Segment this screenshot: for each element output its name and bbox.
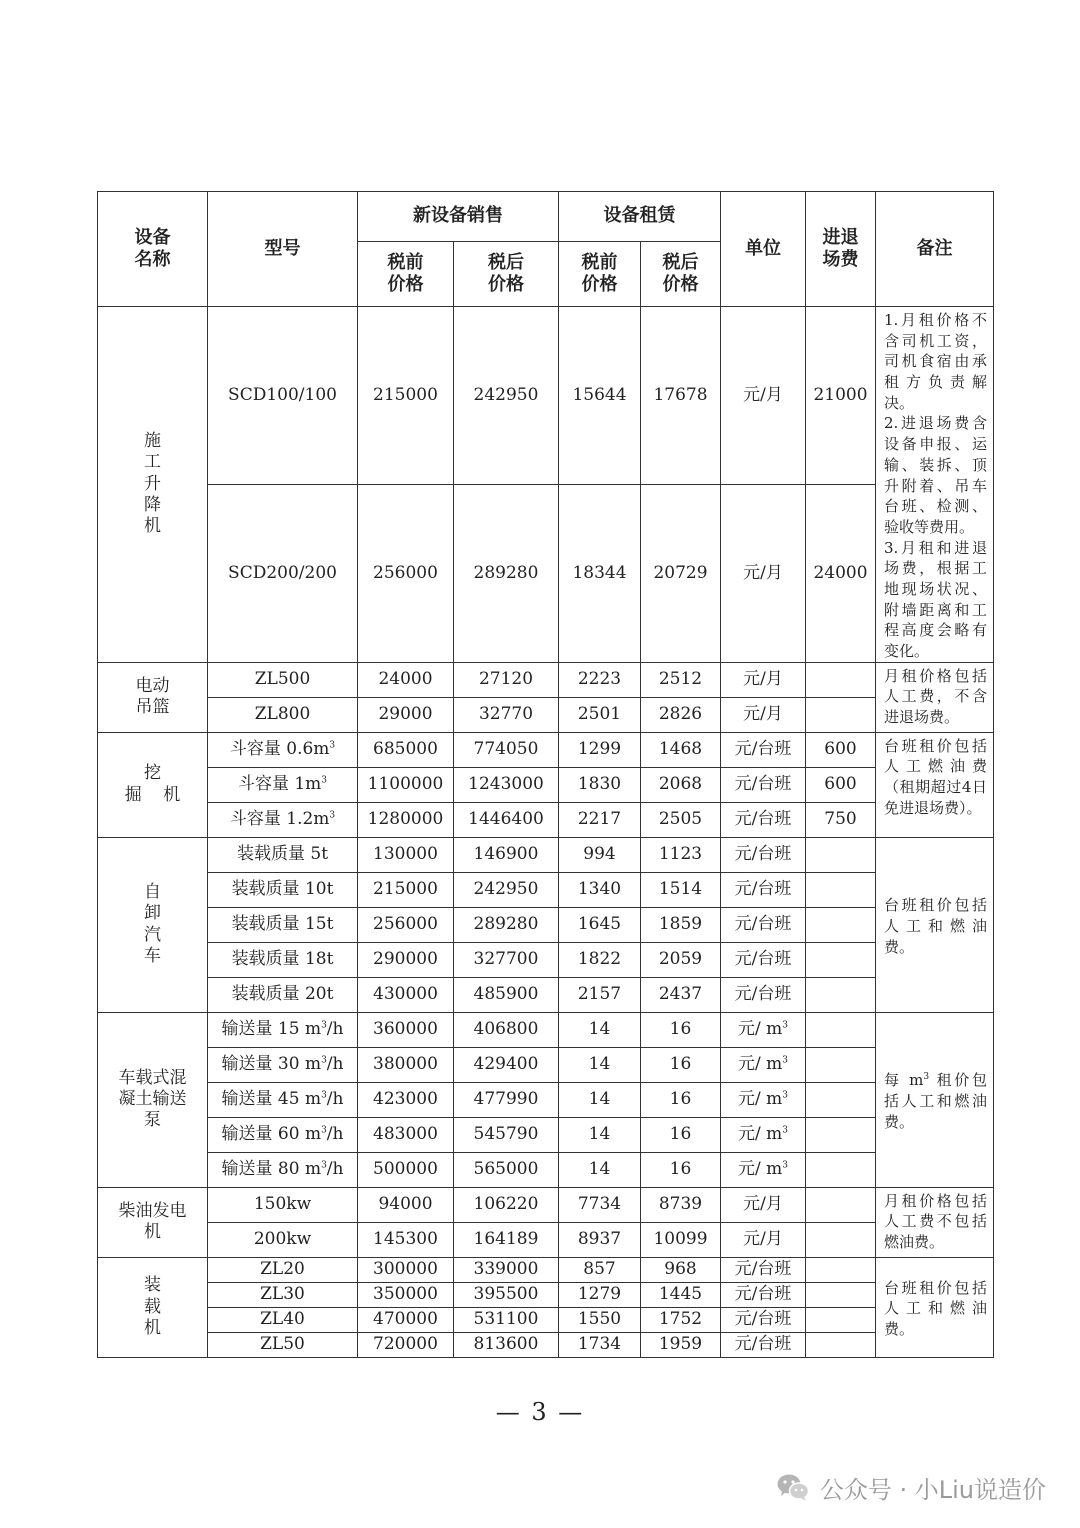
sale-pre-tax-cell: 685000	[358, 732, 454, 767]
rent-post-tax-cell: 1514	[641, 872, 721, 907]
sale-pre-tax-cell: 24000	[358, 662, 454, 697]
rent-pre-tax-cell: 857	[559, 1257, 641, 1282]
wechat-icon	[776, 1472, 810, 1502]
model-cell: 输送量 80 $m^3/h$	[208, 1152, 358, 1187]
fee-cell	[806, 1282, 876, 1307]
remark-loader: 台班租价包括人工和燃油费。	[876, 1257, 994, 1357]
sale-pre-tax-cell: 94000	[358, 1187, 454, 1222]
rent-pre-tax-cell: 1734	[559, 1332, 641, 1357]
table-row	[98, 1047, 994, 1082]
unit-cell: 元/ $m^3$	[721, 1117, 806, 1152]
sale-post-tax-cell: 429400	[454, 1047, 559, 1082]
model-cell: 输送量 60 $m^3/h$	[208, 1117, 358, 1152]
rent-post-tax-cell: 10099	[641, 1222, 721, 1257]
header-equipment-name: 设备 名称	[98, 192, 208, 307]
fee-cell	[806, 1152, 876, 1187]
sale-post-tax-cell: 477990	[454, 1082, 559, 1117]
equipment-price-table	[97, 191, 994, 1358]
sale-pre-tax-cell: 29000	[358, 697, 454, 732]
unit-cell: 元/台班	[721, 942, 806, 977]
sale-post-tax-cell: 146900	[454, 837, 559, 872]
model-cell: ZL50	[208, 1332, 358, 1357]
table-row	[98, 872, 994, 907]
table-row	[98, 1187, 994, 1222]
header-unit: 单位	[721, 192, 806, 307]
sale-pre-tax-cell: 300000	[358, 1257, 454, 1282]
sale-post-tax-cell: 106220	[454, 1187, 559, 1222]
sale-pre-tax-cell: 483000	[358, 1117, 454, 1152]
unit-cell: 元/台班	[721, 872, 806, 907]
table-row	[98, 1222, 994, 1257]
rent-pre-tax-cell: 8937	[559, 1222, 641, 1257]
header-rental-post-tax: 税后 价格	[641, 242, 721, 307]
unit-cell: 元/ $m^3$	[721, 1082, 806, 1117]
model-cell: 斗容量 $0.6m^3$	[208, 732, 358, 767]
category-construction-lift: 施 工 升 降 机	[98, 307, 208, 663]
rent-pre-tax-cell: 1830	[559, 767, 641, 802]
remark-pump: 每 $m^3$ 租价包括人工和燃油费。	[876, 1012, 994, 1187]
header-rental-pre-tax: 税前 价格	[559, 242, 641, 307]
sale-post-tax-cell: 242950	[454, 307, 559, 485]
unit-cell: 元/台班	[721, 1282, 806, 1307]
rent-post-tax-cell: 1445	[641, 1282, 721, 1307]
rent-post-tax-cell: 1859	[641, 907, 721, 942]
table-row	[98, 1012, 994, 1047]
model-cell: ZL20	[208, 1257, 358, 1282]
rent-post-tax-cell: 2512	[641, 662, 721, 697]
table-row	[98, 1307, 994, 1332]
fee-cell: 21000	[806, 307, 876, 485]
table-row	[98, 1257, 994, 1282]
fee-cell: 600	[806, 732, 876, 767]
sale-pre-tax-cell: 500000	[358, 1152, 454, 1187]
sale-pre-tax-cell: 145300	[358, 1222, 454, 1257]
sale-post-tax-cell: 545790	[454, 1117, 559, 1152]
category-dump-truck: 自 卸 汽 车	[98, 837, 208, 1012]
unit-cell: 元/台班	[721, 837, 806, 872]
category-excavator: 挖 掘 机	[98, 732, 208, 837]
fee-cell	[806, 1047, 876, 1082]
fee-cell	[806, 837, 876, 872]
rent-post-tax-cell: 968	[641, 1257, 721, 1282]
rent-pre-tax-cell: 1822	[559, 942, 641, 977]
model-cell: 装载质量 5t	[208, 837, 358, 872]
fee-cell	[806, 697, 876, 732]
header-remark: 备注	[876, 192, 994, 307]
table-row	[98, 732, 994, 767]
rent-post-tax-cell: 16	[641, 1047, 721, 1082]
table-row	[98, 767, 994, 802]
table-row	[98, 1117, 994, 1152]
model-cell: 150kw	[208, 1187, 358, 1222]
table-row	[98, 662, 994, 697]
model-cell: 斗容量 $1m^3$	[208, 767, 358, 802]
rent-pre-tax-cell: 15644	[559, 307, 641, 485]
rent-post-tax-cell: 17678	[641, 307, 721, 485]
header-model: 型号	[208, 192, 358, 307]
rent-pre-tax-cell: 2501	[559, 697, 641, 732]
rent-post-tax-cell: 1752	[641, 1307, 721, 1332]
sale-pre-tax-cell: 256000	[358, 907, 454, 942]
rent-pre-tax-cell: 994	[559, 837, 641, 872]
model-cell: ZL500	[208, 662, 358, 697]
rent-post-tax-cell: 16	[641, 1012, 721, 1047]
model-cell: SCD100/100	[208, 307, 358, 485]
model-cell: 输送量 15 $m^3/h$	[208, 1012, 358, 1047]
model-cell: 装载质量 18t	[208, 942, 358, 977]
rent-post-tax-cell: 1123	[641, 837, 721, 872]
unit-cell: 元/ $m^3$	[721, 1152, 806, 1187]
rent-post-tax-cell: 16	[641, 1152, 721, 1187]
unit-cell: 元/台班	[721, 907, 806, 942]
wechat-watermark	[776, 1470, 1046, 1504]
rent-post-tax-cell: 2068	[641, 767, 721, 802]
rent-post-tax-cell: 2059	[641, 942, 721, 977]
fee-cell	[806, 1307, 876, 1332]
watermark-text: 公众号 · 小Liu说造价	[819, 1475, 1046, 1504]
sale-pre-tax-cell: 130000	[358, 837, 454, 872]
fee-cell	[806, 907, 876, 942]
rent-pre-tax-cell: 2223	[559, 662, 641, 697]
fee-cell	[806, 662, 876, 697]
fee-cell	[806, 1187, 876, 1222]
model-cell: ZL800	[208, 697, 358, 732]
rent-pre-tax-cell: 1340	[559, 872, 641, 907]
unit-cell: 元/月	[721, 662, 806, 697]
unit-cell: 元/台班	[721, 1332, 806, 1357]
sale-post-tax-cell: 32770	[454, 697, 559, 732]
fee-cell	[806, 1117, 876, 1152]
unit-cell: 元/月	[721, 1187, 806, 1222]
category-loader: 装 载 机	[98, 1257, 208, 1357]
rent-post-tax-cell: 8739	[641, 1187, 721, 1222]
sale-post-tax-cell: 774050	[454, 732, 559, 767]
unit-cell: 元/月	[721, 484, 806, 662]
rent-pre-tax-cell: 14	[559, 1082, 641, 1117]
category-concrete-pump: 车载式混 凝土输送 泵	[98, 1012, 208, 1187]
sale-post-tax-cell: 406800	[454, 1012, 559, 1047]
sale-pre-tax-cell: 215000	[358, 307, 454, 485]
sale-post-tax-cell: 27120	[454, 662, 559, 697]
sale-post-tax-cell: 395500	[454, 1282, 559, 1307]
table-row	[98, 1152, 994, 1187]
sale-pre-tax-cell: 430000	[358, 977, 454, 1012]
sale-post-tax-cell: 327700	[454, 942, 559, 977]
table-row	[98, 307, 994, 485]
model-cell: ZL40	[208, 1307, 358, 1332]
sale-post-tax-cell: 289280	[454, 484, 559, 662]
remark-lift: 1.月租价格不含司机工资，司机食宿由承租方负责解决。 2.进退场费含设备申报、运输、装拆、顶升附着、吊车台班、检测、验收等费用。 3.月租和进退场费，根据工地现场状况、附墙距离和工程高度会略有变化。	[876, 307, 994, 663]
fee-cell	[806, 977, 876, 1012]
fee-cell	[806, 1257, 876, 1282]
unit-cell: 元/台班	[721, 1307, 806, 1332]
table-row	[98, 977, 994, 1012]
unit-cell: 元/台班	[721, 767, 806, 802]
model-cell: 输送量 45 $m^3/h$	[208, 1082, 358, 1117]
fee-cell: 600	[806, 767, 876, 802]
sale-post-tax-cell: 813600	[454, 1332, 559, 1357]
sale-post-tax-cell: 1446400	[454, 802, 559, 837]
rent-pre-tax-cell: 1645	[559, 907, 641, 942]
table-row	[98, 1282, 994, 1307]
sale-pre-tax-cell: 423000	[358, 1082, 454, 1117]
sale-pre-tax-cell: 1100000	[358, 767, 454, 802]
unit-cell: 元/ $m^3$	[721, 1047, 806, 1082]
sale-post-tax-cell: 1243000	[454, 767, 559, 802]
remark-generator: 月租价格包括人工费不包括燃油费。	[876, 1187, 994, 1257]
rent-pre-tax-cell: 14	[559, 1012, 641, 1047]
header-sales-pre-tax: 税前 价格	[358, 242, 454, 307]
model-cell: 装载质量 10t	[208, 872, 358, 907]
sale-pre-tax-cell: 720000	[358, 1332, 454, 1357]
rent-pre-tax-cell: 1550	[559, 1307, 641, 1332]
table-row	[98, 942, 994, 977]
rent-post-tax-cell: 2437	[641, 977, 721, 1012]
table-row	[98, 1332, 994, 1357]
sale-post-tax-cell: 531100	[454, 1307, 559, 1332]
table-row	[98, 837, 994, 872]
unit-cell: 元/月	[721, 307, 806, 485]
header-rental: 设备租赁	[559, 192, 721, 242]
fee-cell	[806, 1012, 876, 1047]
sale-pre-tax-cell: 470000	[358, 1307, 454, 1332]
category-electric-basket: 电动 吊篮	[98, 662, 208, 732]
sale-post-tax-cell: 339000	[454, 1257, 559, 1282]
sale-post-tax-cell: 242950	[454, 872, 559, 907]
sale-pre-tax-cell: 360000	[358, 1012, 454, 1047]
fee-cell	[806, 872, 876, 907]
unit-cell: 元/ $m^3$	[721, 1012, 806, 1047]
fee-cell	[806, 1082, 876, 1117]
sale-pre-tax-cell: 1280000	[358, 802, 454, 837]
rent-pre-tax-cell: 1279	[559, 1282, 641, 1307]
unit-cell: 元/月	[721, 1222, 806, 1257]
model-cell: 装载质量 20t	[208, 977, 358, 1012]
table-row	[98, 907, 994, 942]
model-cell: 斗容量 $1.2m^3$	[208, 802, 358, 837]
model-cell: 装载质量 15t	[208, 907, 358, 942]
rent-post-tax-cell: 1959	[641, 1332, 721, 1357]
fee-cell: 750	[806, 802, 876, 837]
model-cell: 200kw	[208, 1222, 358, 1257]
model-cell: ZL30	[208, 1282, 358, 1307]
page-number: — 3 —	[495, 1398, 585, 1426]
rent-post-tax-cell: 2826	[641, 697, 721, 732]
fee-cell: 24000	[806, 484, 876, 662]
remark-excavator: 台班租价包括人工燃油费（租期超过4日免进退场费）。	[876, 732, 994, 837]
sale-pre-tax-cell: 350000	[358, 1282, 454, 1307]
rent-pre-tax-cell: 2157	[559, 977, 641, 1012]
table-row	[98, 1082, 994, 1117]
sale-post-tax-cell: 289280	[454, 907, 559, 942]
unit-cell: 元/台班	[721, 1257, 806, 1282]
unit-cell: 元/台班	[721, 732, 806, 767]
rent-pre-tax-cell: 14	[559, 1152, 641, 1187]
table-row	[98, 484, 994, 662]
model-cell: SCD200/200	[208, 484, 358, 662]
unit-cell: 元/台班	[721, 802, 806, 837]
header-new-sales: 新设备销售	[358, 192, 559, 242]
sale-pre-tax-cell: 256000	[358, 484, 454, 662]
sale-pre-tax-cell: 215000	[358, 872, 454, 907]
rent-pre-tax-cell: 14	[559, 1047, 641, 1082]
fee-cell	[806, 1332, 876, 1357]
rent-post-tax-cell: 1468	[641, 732, 721, 767]
remark-basket: 月租价格包括人工费，不含进退场费。	[876, 662, 994, 732]
rent-pre-tax-cell: 14	[559, 1117, 641, 1152]
rent-post-tax-cell: 20729	[641, 484, 721, 662]
header-sales-post-tax: 税后 价格	[454, 242, 559, 307]
model-cell: 输送量 30 $m^3/h$	[208, 1047, 358, 1082]
fee-cell	[806, 1222, 876, 1257]
table-row	[98, 697, 994, 732]
remark-truck: 台班租价包括人工和燃油费。	[876, 837, 994, 1012]
category-diesel-generator: 柴油发电 机	[98, 1187, 208, 1257]
sale-pre-tax-cell: 380000	[358, 1047, 454, 1082]
header-entry-exit-fee: 进退 场费	[806, 192, 876, 307]
sale-post-tax-cell: 485900	[454, 977, 559, 1012]
rent-post-tax-cell: 16	[641, 1117, 721, 1152]
unit-cell: 元/台班	[721, 977, 806, 1012]
rent-pre-tax-cell: 7734	[559, 1187, 641, 1222]
table-row	[98, 802, 994, 837]
rent-pre-tax-cell: 18344	[559, 484, 641, 662]
sale-post-tax-cell: 164189	[454, 1222, 559, 1257]
rent-post-tax-cell: 2505	[641, 802, 721, 837]
sale-pre-tax-cell: 290000	[358, 942, 454, 977]
fee-cell	[806, 942, 876, 977]
unit-cell: 元/月	[721, 697, 806, 732]
sale-post-tax-cell: 565000	[454, 1152, 559, 1187]
rent-post-tax-cell: 16	[641, 1082, 721, 1117]
rent-pre-tax-cell: 1299	[559, 732, 641, 767]
rent-pre-tax-cell: 2217	[559, 802, 641, 837]
